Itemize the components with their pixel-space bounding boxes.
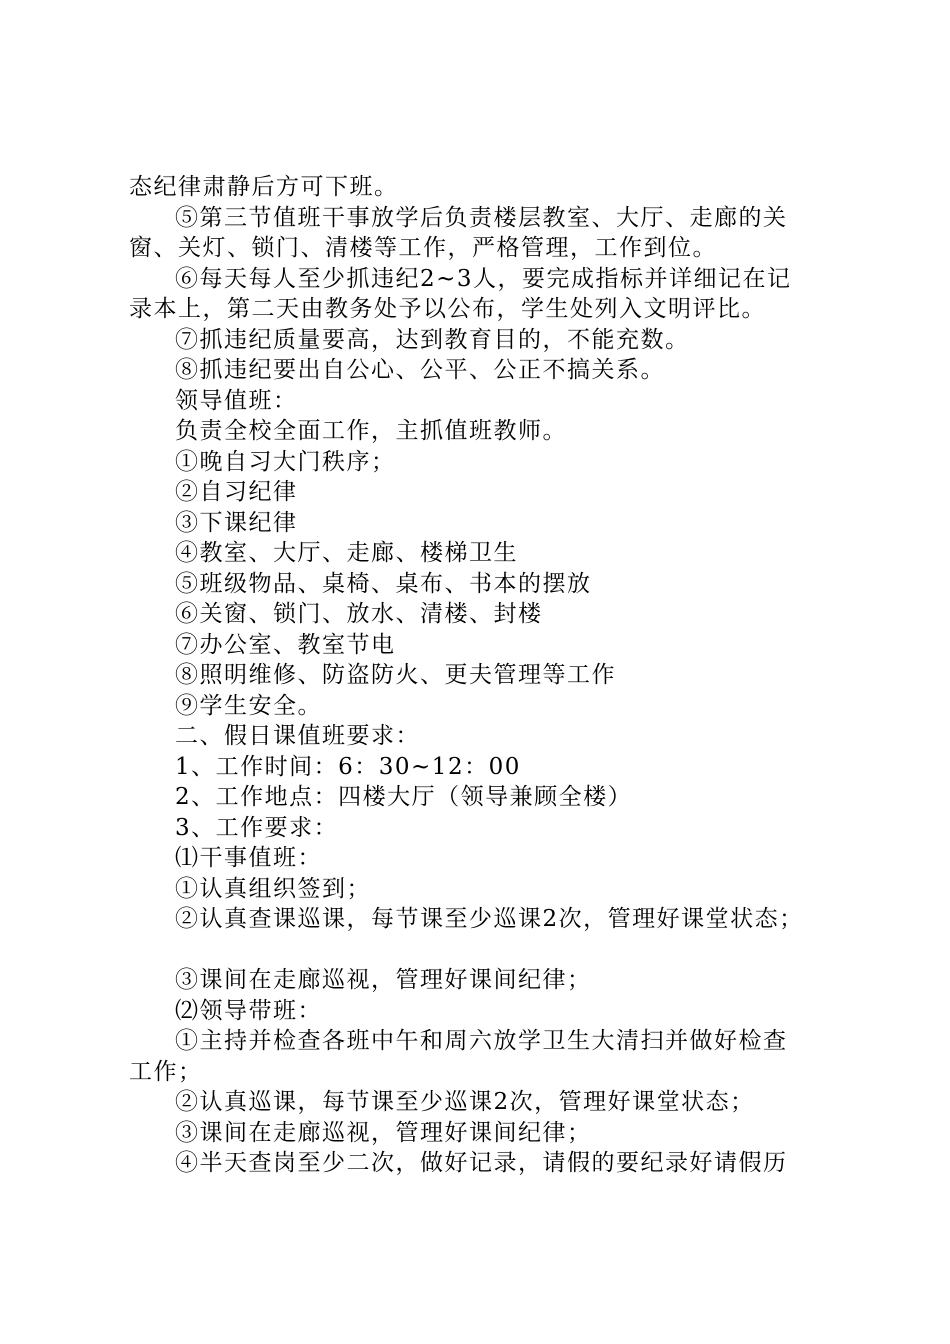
text-line: 负责全校全面工作，主抓值班教师。	[175, 418, 567, 444]
text-line: 工作；	[129, 1058, 203, 1085]
text-line: ②自习纪律	[175, 479, 298, 505]
text-line: ③课间在走廊巡视，管理好课间纪律；	[175, 1119, 592, 1146]
document-body	[129, 172, 849, 1179]
text-line: ⑴干事值班：	[175, 845, 322, 871]
text-line: ②认真巡课，每节课至少巡课2次，管理好课堂状态；	[175, 1089, 755, 1115]
text-line: ⑥每天每人至少抓违纪2~3人，要完成指标并详细记在记	[175, 265, 792, 292]
text-line: ⑧照明维修、防盗防火、更夫管理等工作	[175, 662, 616, 688]
text-line: ③下课纪律	[175, 509, 298, 536]
text-line: ②认真查课巡课，每节课至少巡课2次，管理好课堂状态；	[175, 906, 804, 932]
text-line: 3、工作要求：	[175, 814, 339, 841]
text-line: 录本上，第二天由教务处予以公布，学生处列入文明评比。	[129, 296, 766, 322]
text-line: ⑨学生安全。	[175, 692, 322, 719]
blank-line	[129, 935, 849, 966]
text-line: 领导值班：	[175, 387, 298, 414]
text-line: ①晚自习大门秩序；	[175, 448, 396, 475]
text-line: 窗、关灯、锁门、清楼等工作，严格管理，工作到位。	[129, 235, 717, 261]
text-line: ⑦抓违纪质量要高，达到教育目的，不能充数。	[175, 326, 690, 353]
text-line: ⑦办公室、教室节电	[175, 631, 396, 658]
text-line: ⑤第三节值班干事放学后负责楼层教室、大厅、走廊的关	[175, 204, 788, 231]
text-line: ④半天查岗至少二次，做好记录，请假的要纪录好请假历	[175, 1150, 788, 1176]
text-line: ④教室、大厅、走廊、楼梯卫生	[175, 540, 518, 566]
text-line: ⑤班级物品、桌椅、桌布、书本的摆放	[175, 570, 592, 597]
text-line: ⑧抓违纪要出自公心、公平、公正不搞关系。	[175, 357, 665, 383]
text-line: ①认真组织签到；	[175, 875, 371, 902]
text-line: 1、工作时间：6：30~12：00	[175, 753, 521, 780]
text-line: ③课间在走廊巡视，管理好课间纪律；	[175, 967, 592, 993]
text-line: 态纪律肃静后方可下班。	[129, 174, 399, 200]
text-line: 2、工作地点：四楼大厅（领导兼顾全楼）	[175, 784, 633, 810]
text-line: ①主持并检查各班中午和周六放学卫生大清扫并做好检查	[175, 1028, 788, 1054]
text-line: ⑥关窗、锁门、放水、清楼、封楼	[175, 601, 543, 627]
text-line: ⑵领导带班：	[175, 997, 322, 1024]
text-line: 二、假日课值班要求：	[175, 723, 420, 749]
